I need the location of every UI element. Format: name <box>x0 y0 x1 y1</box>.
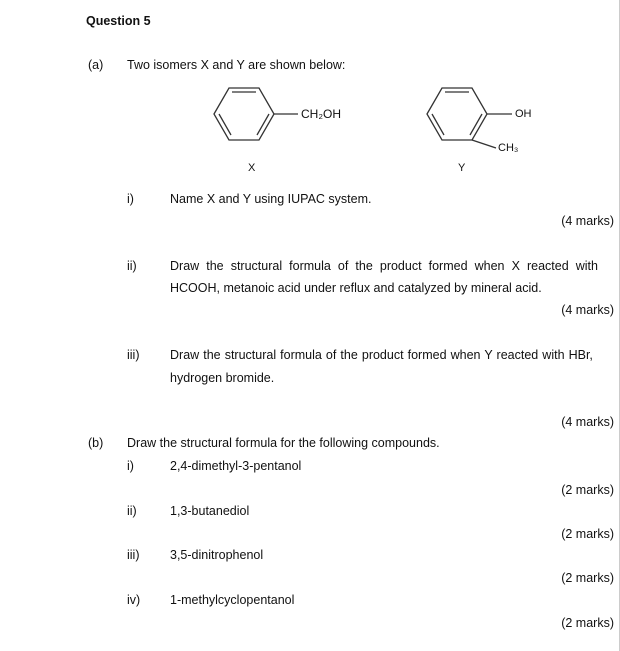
part-a-iii-line1: Draw the structural formula of the product formed when Y reacted with HBr, <box>170 348 593 362</box>
part-a-label: (a) <box>88 58 104 72</box>
question-title: Question 5 <box>86 14 151 28</box>
isomer-structures <box>0 0 620 200</box>
part-b-ii-num: ii) <box>127 504 137 518</box>
part-a-iii-num: iii) <box>127 348 140 362</box>
benzene-ring-x <box>214 88 298 140</box>
part-b-ii-marks: (2 marks) <box>561 527 614 541</box>
part-b-iii-marks: (2 marks) <box>561 571 614 585</box>
part-b-intro: Draw the structural formula for the following compounds. <box>127 436 440 450</box>
benzene-ring-y <box>427 88 512 148</box>
x-label: X <box>248 162 256 174</box>
part-a-i-marks: (4 marks) <box>561 214 614 228</box>
part-b-iv-text: 1-methylcyclopentanol <box>170 593 295 607</box>
part-b-i-text: 2,4-dimethyl-3-pentanol <box>170 459 302 473</box>
part-a-ii-marks: (4 marks) <box>561 303 614 317</box>
part-b-i-num: i) <box>127 459 134 473</box>
part-a-ii-line2: HCOOH, metanoic acid under reflux and catalyzed by mineral acid. <box>170 281 542 295</box>
y-substituent-oh: OH <box>515 108 532 120</box>
y-label: Y <box>458 162 466 174</box>
part-b-iv-num: iv) <box>127 593 141 607</box>
x-substituent: CH₂OH <box>301 107 341 121</box>
part-b-iii-text: 3,5-dinitrophenol <box>170 548 264 562</box>
part-b-iv-marks: (2 marks) <box>561 616 614 630</box>
part-b-i-marks: (2 marks) <box>561 483 614 497</box>
part-a-iii-marks: (4 marks) <box>561 415 614 429</box>
part-a-intro: Two isomers X and Y are shown below: <box>127 58 346 72</box>
part-a-ii-num: ii) <box>127 259 137 273</box>
part-b-iii-num: iii) <box>127 548 140 562</box>
part-b-label: (b) <box>88 436 104 450</box>
part-a-ii-line1: Draw the structural formula of the product formed when X reacted with <box>170 259 598 273</box>
part-a-i-num: i) <box>127 192 134 206</box>
part-a-i-text: Name X and Y using IUPAC system. <box>170 192 372 206</box>
part-a-iii-line2: hydrogen bromide. <box>170 371 275 385</box>
part-b-ii-text: 1,3-butanediol <box>170 504 250 518</box>
y-substituent-ch3: CH₃ <box>498 142 519 154</box>
